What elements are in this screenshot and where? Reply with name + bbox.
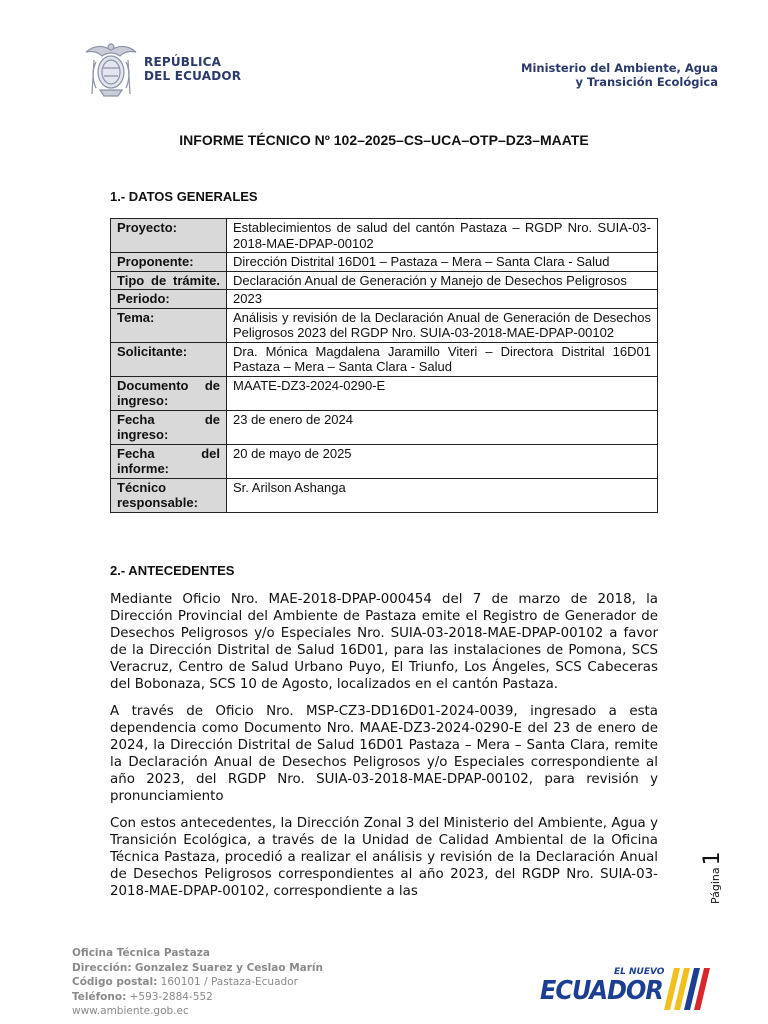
table-row <box>111 376 658 410</box>
coat-of-arms-icon <box>82 38 140 100</box>
report-title: INFORME TÉCNICO Nº 102–2025–CS–UCA–OTP–DZ3–MAATE <box>179 132 589 148</box>
row-value: Declaración Anual de Generación y Manejo de Desechos Peligrosos <box>227 271 658 290</box>
row-label: Fecha del informe: <box>111 444 227 478</box>
row-label: Técnico responsable: <box>111 478 227 512</box>
row-label: Tipo de trámite. <box>111 271 227 290</box>
row-label: Fecha de ingreso: <box>111 410 227 444</box>
republica-line2: DEL ECUADOR <box>144 69 242 83</box>
row-value: Dra. Mónica Magdalena Jaramillo Viteri – Directora Distrital 16D01 Pastaza – Mera – Santa Clara - Salud <box>227 342 658 376</box>
logo-small-text: EL NUEVO <box>614 967 665 977</box>
row-label: Proponente: <box>111 253 227 272</box>
page-number-value: 1 <box>700 851 725 866</box>
table-row <box>111 308 658 342</box>
antecedentes-body <box>110 591 658 910</box>
footer-postal: 160101 / Pastaza-Ecuador <box>160 976 298 988</box>
ministerio-header <box>521 61 718 89</box>
row-value: Establecimientos de salud del cantón Pastaza – RGDP Nro. SUIA-03-2018-MAE-DPAP-00102 <box>227 219 658 253</box>
footer-contact <box>72 946 323 1019</box>
section-heading-datos-generales: 1.- DATOS GENERALES <box>110 189 258 204</box>
paragraph: Mediante Oficio Nro. MAE-2018-DPAP-000454 del 7 de marzo de 2018, la Dirección Provincial del Ambiente de Pastaza emite el Registro de Generador de Desechos Peligrosos y/o Especiales Nro. SUIA-03-2018-MAE-DPAP-00102 a favor de la Dirección Distrital de Salud 16D01, para las instalaciones de Pomona, SCS Veracruz, Centro de Salud Urbano Puyo, El Triunfo, Los Ángeles, SCS Cabeceras del Bobonaza, SCS 10 de Agosto, localizados en el cantón Pastaza. <box>110 592 658 692</box>
row-label: Tema: <box>111 308 227 342</box>
row-value: 20 de mayo de 2025 <box>227 444 658 478</box>
table-row <box>111 271 658 290</box>
row-value: 2023 <box>227 290 658 309</box>
ministerio-line2: y Transición Ecológica <box>575 75 718 89</box>
footer-address: Gonzalez Suarez y Ceslao Marín <box>134 961 324 974</box>
table-row <box>111 410 658 444</box>
datos-generales-table <box>110 218 658 513</box>
table-row <box>111 290 658 309</box>
row-label: Proyecto: <box>111 219 227 253</box>
row-value: Análisis y revisión de la Declaración Anual de Generación de Desechos Peligrosos 2023 del RGDP Nro. SUIA-03-2018-MAE-DPAP-00102 <box>227 308 658 342</box>
footer-address-label: Dirección: <box>72 961 132 974</box>
ministerio-line1: Ministerio del Ambiente, Agua <box>521 61 718 75</box>
table-row <box>111 342 658 376</box>
table-row <box>111 253 658 272</box>
row-value: MAATE-DZ3-2024-0290-E <box>227 376 658 410</box>
page-label: Página <box>709 867 722 904</box>
page-number <box>700 846 726 906</box>
logo-big-text: ECUADOR <box>540 976 663 1006</box>
row-value: Dirección Distrital 16D01 – Pastaza – Mera – Santa Clara - Salud <box>227 253 658 272</box>
row-label: Solicitante: <box>111 342 227 376</box>
row-value: 23 de enero de 2024 <box>227 410 658 444</box>
footer-web: www.ambiente.gob.ec <box>72 1005 189 1017</box>
republica-line1: REPÚBLICA <box>144 55 222 69</box>
footer-postal-label: Código postal: <box>72 976 158 988</box>
footer-phone-label: Teléfono: <box>72 990 127 1003</box>
row-label: Periodo: <box>111 290 227 309</box>
paragraph: Con estos antecedentes, la Dirección Zonal 3 del Ministerio del Ambiente, Agua y Transición Ecológica, a través de la Unidad de Calidad Ambiental de la Oficina Técnica Pastaza, procedió a realizar el análisis y revisión de la Declaración Anual de Desechos Peligrosos correspondientes al año 2023, del RGDP Nro. SUIA-03-2018-MAE-DPAP-00102, correspondiente a las <box>110 816 658 899</box>
flag-stripes-icon <box>664 968 712 1010</box>
table-row <box>111 478 658 512</box>
footer-phone: +593-2884-552 <box>129 990 213 1003</box>
table-row <box>111 444 658 478</box>
el-nuevo-ecuador-logo <box>540 966 712 1016</box>
row-value: Sr. Arilson Ashanga <box>227 478 658 512</box>
table-row <box>111 219 658 253</box>
republica-header <box>82 38 241 100</box>
section-heading-antecedentes: 2.- ANTECEDENTES <box>110 563 235 578</box>
row-label: Documento de ingreso: <box>111 376 227 410</box>
footer-office: Oficina Técnica Pastaza <box>72 947 210 959</box>
paragraph: A través de Oficio Nro. MSP-CZ3-DD16D01-2024-0039, ingresado a esta dependencia como Documento Nro. MAAE-DZ3-2024-0290-E del 23 de enero de 2024, la Dirección Distrital de Salud 16D01 Pastaza – Mera – Santa Clara, remite la Declaración Anual de Desechos Peligrosos y/o Especiales correspondiente al año 2023, del RGDP Nro. SUIA-03-2018-MAE-DPAP-00102, para revisión y pronunciamiento <box>110 704 658 804</box>
